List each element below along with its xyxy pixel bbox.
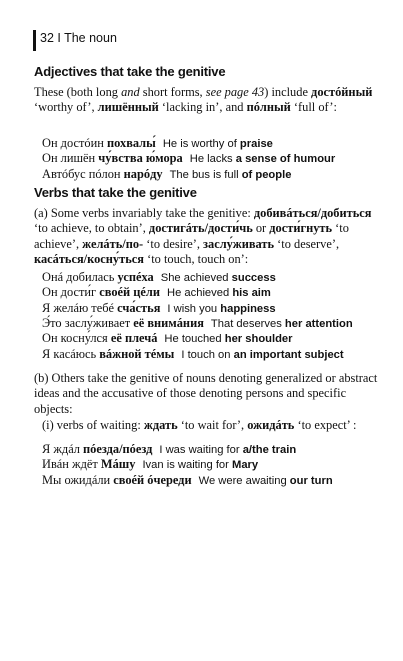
english-translation [152,444,296,456]
russian-sentence [42,285,160,299]
english-translation [163,169,292,181]
english-plain: He is worthy of [162,138,240,150]
bold-term: достигáть/дости́чь [148,221,253,236]
example-row [42,285,271,300]
paragraph-a [34,206,379,268]
russian-sentence [42,457,135,471]
bold-term: лишённый [97,100,159,115]
russian-sentence [42,136,156,150]
russian-plain: Он достóин [42,136,107,150]
example-row [42,270,276,285]
bold-term: добивáться/добиться [253,206,372,220]
text-run: ‘full of’: [290,100,337,115]
text-run: ‘to desire’, [143,236,204,251]
text-run: ‘to achieve’, [34,221,349,251]
paragraph-b [34,371,379,417]
english-plain: I wish you [167,302,221,315]
text-run: ‘lacking in’, and [158,100,247,115]
russian-genitive-phrase: своéй óчереди [113,472,192,487]
paragraph-b-i [42,418,382,433]
english-translation [174,349,343,361]
english-highlight: her shoulder [224,333,293,346]
intro-paragraph [34,85,379,116]
russian-plain: Он дости́г [42,285,100,300]
header-text: 32 I The noun [40,31,117,45]
text-run: short forms, [139,85,206,99]
text-run: ‘to touch, touch on’: [143,252,249,267]
english-highlight: success [231,272,276,284]
example-row [42,151,335,166]
russian-sentence [42,442,152,456]
text-run: (a) Some verbs invariably take the genitive: [34,206,254,220]
russian-genitive-phrase: успéха [117,270,154,284]
text-run: ‘to expect’ : [294,418,357,432]
italic-text: and [121,85,140,99]
text-run: ‘to wait for’, [177,418,248,432]
english-translation [156,138,273,150]
text-run: (i) verbs of waiting: [42,418,144,432]
russian-genitive-phrase: её плечá [110,331,158,346]
english-highlight: praise [239,138,273,150]
example-row [42,473,333,488]
example-row [42,316,353,331]
russian-plain: Я ждáл [42,442,84,456]
russian-genitive-phrase: её внимáния [133,315,204,330]
english-highlight: her attention [284,317,353,330]
english-highlight: of people [241,168,292,181]
example-row [42,136,273,151]
bold-term: достóйный [311,85,373,99]
english-highlight: our turn [289,474,333,487]
text-run: ‘to achieve, to obtain’, [34,221,149,236]
header-bar [33,30,36,51]
bold-term: заслу́живать [203,236,275,251]
english-highlight: his aim [232,287,271,300]
russian-genitive-phrase: пóезда/пóезд [83,442,153,456]
example-row [42,442,296,457]
bold-term: ждать [143,418,178,432]
russian-plain: Мы ожидáли [42,472,114,487]
english-plain: We were awaiting [198,474,290,487]
section-heading-verbs: Verbs that take the genitive [34,185,197,200]
english-translation [160,303,275,315]
english-highlight: happiness [220,302,276,315]
english-plain: The bus is full [169,168,242,181]
russian-plain: Ивáн ждёт [42,457,101,472]
english-plain: She achieved [160,272,232,284]
russian-plain: Он косну́лся [42,331,111,346]
russian-sentence [42,151,183,165]
russian-genitive-phrase: вáжной тéмы [99,346,175,361]
english-plain: Ivan is waiting for [142,459,232,472]
italic-text: see page 43 [205,85,265,99]
example-row [42,331,293,346]
english-plain: That deserves [210,317,285,330]
english-translation [183,153,335,165]
russian-genitive-phrase: похвалы́ [106,136,156,150]
russian-sentence [42,347,174,361]
example-row [42,167,291,182]
russian-plain: Он лишён [42,151,99,166]
russian-sentence [42,331,157,345]
english-translation [157,333,292,345]
russian-genitive-phrase: Мáшу [100,457,136,472]
english-plain: I was waiting for [159,444,243,456]
english-highlight: a/the train [242,444,297,456]
russian-genitive-phrase: сча́стья [117,300,161,315]
russian-sentence [42,270,154,284]
section-heading-adjectives: Adjectives that take the genitive [34,64,226,79]
english-translation [204,318,353,330]
text-run: (b) Others take the genitive of nouns denoting generalized or abstract ideas and the accusative of those denoting persons and specific objects: [34,371,378,416]
russian-genitive-phrase: своéй цéли [99,285,160,300]
example-row [42,301,276,316]
bold-term: касáться/косну́ться [34,252,144,267]
bold-term: дости́гнуть [269,221,333,236]
russian-sentence [42,316,204,330]
english-translation [192,475,333,487]
english-plain: He achieved [167,287,233,300]
russian-plain: Я касáюсь [42,346,100,361]
text-run: ‘worthy of’, [34,100,98,115]
english-highlight: an important subject [233,348,344,361]
russian-plain: Э́то заслу́живает [42,315,134,330]
russian-sentence [42,167,163,181]
text-run: ) include [264,85,312,99]
bold-term: ожидáть [247,418,295,432]
russian-plain: Я желáю тебé [42,300,118,315]
russian-plain: Автóбус пóлон [42,166,124,181]
text-run: These (both long [34,85,122,99]
english-plain: He touched [164,333,225,346]
english-highlight: Mary [232,459,259,472]
english-highlight: a sense of humour [235,153,336,166]
bold-term: пóлный [246,100,291,115]
russian-plain: Онá добилась [42,270,118,284]
russian-sentence [42,473,192,487]
russian-sentence [42,301,160,315]
bold-term: желáть/по- [82,236,144,251]
example-row [42,457,258,472]
example-row [42,347,344,362]
english-translation [135,459,258,471]
text-run: ‘to deserve’, [274,236,340,251]
english-translation [160,287,271,299]
english-translation [154,272,276,284]
english-plain: I touch on [181,348,234,361]
russian-genitive-phrase: нарóду [123,166,163,181]
english-plain: He lacks [189,153,236,166]
text-run: or [252,221,270,236]
russian-genitive-phrase: чу́вства ю́мора [98,151,183,166]
